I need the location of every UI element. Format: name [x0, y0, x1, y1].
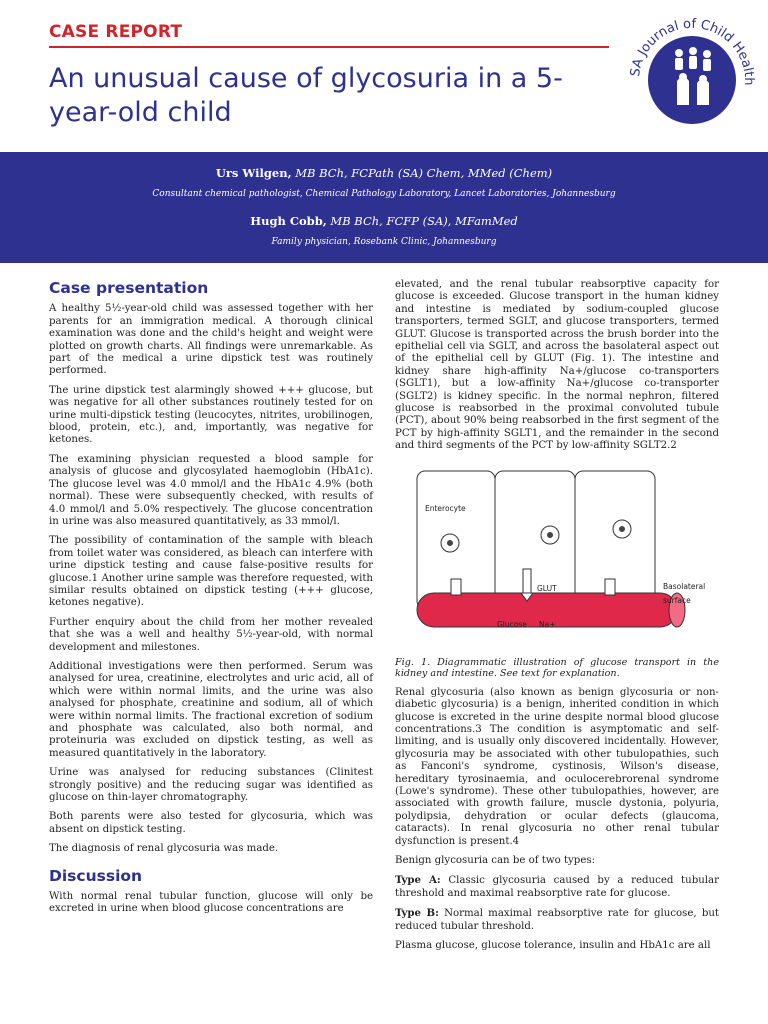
header-rule	[49, 46, 609, 48]
author-band	[0, 152, 768, 263]
paragraph: With normal renal tubular function, glucose will only be excreted in urine when blood glucose concentrations are	[49, 891, 373, 915]
paragraph: The possibility of contamination of the sample with bleach from toilet water was considered, as bleach can interfere with urine dipstick testing and cause false-positive results for glucose.1 Another urine sample was therefore requested, with similar results obtained on dipstick testing (+++ glucose, ketones negative).	[49, 535, 373, 609]
paragraph: Renal glycosuria (also known as benign glycosuria or non-diabetic glycosuria) is a benign, inherited condition in which glucose is excreted in the urine despite normal blood glucose concentrations.3 The condition is asymptomatic and self-limiting, and is usually only discovered incidentally. However, glycosuria may be associated with other tubulopathies, such as Fanconi's syndrome, cystinosis, Wilson's disease, hereditary tyrosinaemia, and oculocerebrorenal syndrome (Lowe's syndrome). These other tubulopathies, however, are associated with growth failure, muscle dystonia, polyuria, polydipsia, dehydration or ocular defects (glaucoma, cataracts). In renal glycosuria no other renal tubular dysfunction is present.4	[395, 686, 719, 847]
heading-case-presentation: Case presentation	[49, 279, 209, 297]
type-b-label: Type B:	[395, 907, 439, 920]
transport-diagram	[395, 461, 719, 651]
label-na: Na+	[539, 619, 556, 629]
type-a-text: Classic glycosuria caused by a reduced tubular threshold and maximal reabsorptive rate for glucose.	[395, 875, 719, 899]
paragraph: Additional investigations were then performed. Serum was analysed for urea, creatinine, electrolytes and uric acid, all of which were within normal limits, and the urine was also analysed for phosphate, creatinine and sodium, all of which were within normal limits. The fractional excretion of sodium and phosphate was calculated, also both normal, and proteinuria was excluded on dipstick testing, as well as measured quantitatively in the laboratory.	[49, 660, 373, 759]
heading-discussion: Discussion	[49, 866, 143, 885]
article-title: An unusual cause of glycosuria in a 5-year-old child	[49, 63, 563, 128]
type-b-paragraph	[395, 907, 719, 933]
left-column	[49, 280, 373, 923]
logo-text: SA Journal of Child Health	[627, 16, 757, 86]
label-glucose: Glucose	[497, 619, 527, 629]
paragraph: The urine dipstick test alarmingly showed +++ glucose, but was negative for all other substances routinely tested for on urine multi-dipstick testing (leucocytes, nitrites, urobilinogen, blood, protein, etc.), and, importantly, was negative for ketones.	[49, 384, 373, 446]
author-1-name: Urs Wilgen,	[215, 166, 292, 180]
author-2	[0, 214, 768, 228]
paragraph: Both parents were also tested for glycosuria, which was absent on dipstick testing.	[49, 811, 373, 835]
label-enterocyte: Enterocyte	[425, 503, 466, 513]
author-2-affiliation: Family physician, Rosebank Clinic, Johannesburg	[271, 237, 497, 247]
journal-logo	[617, 5, 763, 129]
right-column	[395, 279, 719, 959]
paragraph: Benign glycosuria can be of two types:	[395, 854, 596, 866]
label-basolateral: Basolateral	[663, 581, 706, 591]
author-2-name: Hugh Cobb,	[250, 214, 327, 228]
paragraph: elevated, and the renal tubular reabsorptive capacity for glucose is exceeded. Glucose transport in the human kidney and intestine is mediated by sodium-coupled glucose transporters, termed SGLT, and glucose transporters, termed GLUT. Glucose is transported across the brush border into the epithelial cell via SGLT, and across the basolateral aspect out of the epithelial cell by GLUT (Fig. 1). The intestine and kidney share high-affinity Na+/glucose co-transporters (SGLT1), but a low-affinity Na+/glucose co-transporter (SGLT2) is kidney specific. In the normal nephron, filtered glucose is reabsorbed in the proximal convoluted tubule (PCT), about 90% being reabsorbed in the first segment of the PCT by high-affinity SGLT1, and the remainder in the second and third segments of the PCT by low-affinity SGLT2.2	[395, 279, 719, 452]
paragraph: A healthy 5½-year-old child was assessed together with her parents for an immigration medical. A thorough clinical examination was done and the child's height and weight were plotted on growth charts. All findings were unremarkable. As part of the medical a urine dipstick test was routinely performed.	[49, 303, 373, 377]
paragraph: Plasma glucose, glucose tolerance, insulin and HbA1c are all	[395, 940, 711, 951]
author-1-affiliation: Consultant chemical pathologist, Chemical Pathology Laboratory, Lancet Laboratories, Johannesburg	[152, 189, 616, 199]
type-b-text: Normal maximal reabsorptive rate for glucose, but reduced tubular threshold.	[395, 908, 719, 932]
figure-glucose-transport	[395, 461, 719, 651]
author-1	[0, 166, 768, 180]
type-a-paragraph	[395, 874, 719, 900]
paragraph: The diagnosis of renal glycosuria was made.	[49, 843, 279, 855]
author-2-credentials: MB BCh, FCFP (SA), MFamMed	[326, 214, 518, 228]
section-label: CASE REPORT	[49, 22, 183, 42]
label-glut: GLUT	[537, 583, 557, 593]
author-1-credentials: MB BCh, FCPath (SA) Chem, MMed (Chem)	[291, 166, 553, 180]
paragraph: Further enquiry about the child from her mother revealed that she was a well and healthy 5½-year-old, with normal development and milestones.	[49, 616, 373, 653]
label-surface: surface	[663, 595, 691, 605]
figure-caption: Fig. 1. Diagrammatic illustration of glucose transport in the kidney and intestine. See text for explanation.	[395, 656, 719, 680]
paragraph: The examining physician requested a blood sample for analysis of glucose and glycosylated haemoglobin (HbA1c). The glucose level was 4.0 mmol/l and the HbA1c 4.9% (both normal). These were subsequently checked, with results of 4.0 mmol/l and 5.0% respectively. The glucose concentration in urine was also measured quantitatively, as 33 mmol/l.	[49, 453, 373, 527]
paragraph: Urine was analysed for reducing substances (Clinitest strongly positive) and the reducing sugar was identified as glucose on thin-layer chromatography.	[49, 767, 373, 804]
type-a-label: Type A:	[395, 874, 441, 887]
